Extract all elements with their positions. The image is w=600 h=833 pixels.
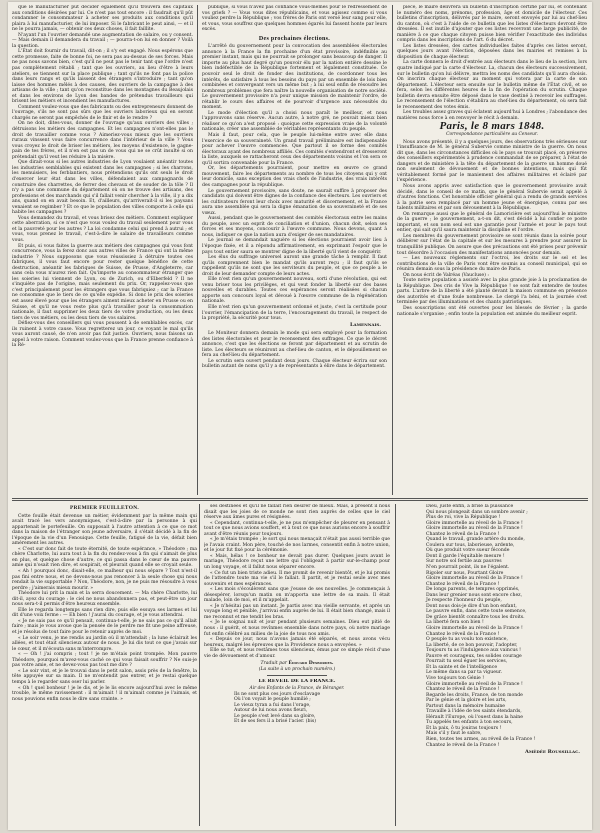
feuilleton-paragraph: « Depuis ce jour, nous n'avons jamais été séparés, et nous avons vécu heureux, malgré les épreuves que la Providence nous a envoyées. » <box>204 637 390 648</box>
poem-line: Par le génie et la gloire et les arts, <box>426 698 507 704</box>
poem-line: Ils ne sont plus ces jours d'esclavage <box>234 691 321 697</box>
poem-line: De grâce bientôt connaître tous les droits. <box>426 614 525 620</box>
feuilleton-paragraph: « Oh ! quel bonheur ! je le dis, et je le lis encore aujourd'hui avec le même trouble, le même ravissement : il m'aimait ! il m'aimait comme je l'aimais, et nous pouvions enfin nous le dire sans crainte. » <box>12 685 197 702</box>
feuilleton-paragraph: ses destinées et qu'il ne fallait rien désirer de mieux. Mais, à présent il nous disait que les joies de ce monde ne sont rien auprès de celles que le ciel réserve aux âmes pures et résignées. <box>204 504 390 521</box>
column-rule-top-2 <box>392 5 393 495</box>
poem-line: Chantez le réveil de la France ! <box>426 742 500 748</box>
feuilleton-paragraph: « Je ne sais pas ce qu'il pensait, continua-t-elle, je ne sais pas ce qu'il allait faire ; mais je vous avoue que la pensée de le perdre me fit une peine affreuse, et je résolus de tout faire pour le retenir auprès de moi. <box>12 618 197 636</box>
poem-line: Dont nous dois-je dire d'un bon enfant, <box>426 603 517 609</box>
article-paragraph: Les troubles assez graves qui éclatent aujourd'hui à Londres ; l'abondance des matières nous force à en renvoyer le récit à demain. <box>397 110 587 121</box>
poem-line: Sur notre sol fertile aux pauvres <box>426 559 502 565</box>
article-paragraph: On ne doit, dites-vous, donner de l'ouvrage qu'aux ouvriers des villes ; détruisons les métiers des campagnes. Et les campagnes n'ont-elles pas le droit de travailler comme vous ? Aimeriez-vous mieux que les ouvriers ruraux vinssent vous faire concurrence dans l'intérieur de la ville ? Vous vous croyez le droit de briser les métiers, les moyens d'existence, le gagne-pain de tes frères, et il n'en est pas un de vous qui ne se crût insulté si on prétendait qu'il veut les réduire à la misère. <box>12 121 193 160</box>
article-paragraph: Des souscriptions ont été ouvertes pour les blessés de février ; la garde nationale s'organise ; enfin toute la population est animée du meilleur esprit. <box>397 305 587 317</box>
feuilleton-paragraph: Elle se tut, et nous restâmes tous silencieux, émus par ce simple récit d'une vie de dévouement et d'amour. <box>204 648 390 659</box>
poem-line: Toujours tu as l'indulgence aux vaincus ! <box>426 648 522 654</box>
article-paragraph: L'arrêté du gouvernement pour la convocation des assemblées électorales annonce à la France la fin prochaine d'un état provisoire, indéfinible au premier instant, mais qui ne pourrait se prolonger sans beaucoup de danger. Il importe au plus haut degré qu'un pouvoir élu par la nation entière dessine le bien indéfectible de la République fortement et légalement constituée. Ce pouvoir seul le droit de fonder des institutions, de coordonner tous les intérêts, de satisfaire à tous les besoins du pays par un ensemble de lois bien combinées et convergeant vers un même but ; à lui seul enfin de résoudre les nombreux problèmes que fera naître la nouvelle organisation de notre société. Le gouvernement provisoire n'a pour unique mission de maintenir l'ordre, de rétablir le cours des affaires et de pourvoir d'urgence aux nécessités du moment. <box>202 44 387 111</box>
poem-line: La liberté, de ce bon pouvoir, l'adopter, <box>426 642 518 648</box>
poem-line: Je respecte l'honneur du peuple, <box>426 598 502 604</box>
section-divider <box>12 498 588 499</box>
poem-line: Le peuple s'est levé dans sa gloire, <box>234 713 316 719</box>
poem-line: Plus de roi, vive la République ! <box>426 515 501 521</box>
poem-line: Où que produit votre sueur féconde <box>426 548 510 554</box>
poem-line: Chantez le réveil de la France ! <box>426 531 500 537</box>
article-paragraph: La carte donnera le droit d'entrée aux électeurs dans le lieu de la section, lors quatre indiqué par la carte d'électeur. La, chacun des électeurs successivement, sur le bulletin qu'on lui délivre, mettra les noms des candidats qu'il aura choisis. On inscrira chaque électeur au moment qui votera par la carte de son département. L'électeur sera ensuite sur le bulletin même de l'État civil, et se fera, selon les différentes heures de la fin de l'opération du scrutin. Chaque bulletin devra ensuite être déposé dans le vase destiné à recevoir les suffrages. Le recensement de l'élection s'établira au chef-lieu du département, où sera fait le recensement des votes émis. <box>397 60 587 110</box>
poem-line: Chantez le réveil de la France ! <box>426 631 500 637</box>
feuilleton-paragraph: Elle le regarda longtemps sans rien dire, puis elle essuya ses larmes et lui dit d'une voix ferme : — Eh bien ! j'aurai du courage, et je vous attendrai. <box>12 607 197 619</box>
article-paragraph: pièce, le maire délivrera un bulletin d'inscription certifié par lui, et contenant le numéro des noms, prénoms, profession, âge et domicile de l'électeur. Ces bulletins d'inscription, délivrés par le maire, seront envoyés par lui au chef-lieu du canton, où c'est à l'aide de ce bulletin que les listes d'électeurs devront être dressées. Il est inutile d'ajouter que ces listes recevront une large publicité, de manière à ce que chaque citoyen puisse bien vérifier l'exactitude des individus compris dans les inscriptions de l'art. 6 du décret. <box>397 5 587 44</box>
poem-line: Gloire immortelle au réveil de la France ! <box>426 681 523 687</box>
article-paragraph: Le scrutin sera ouvert pendant deux jours. Chaque électeur écrira sur son bulletin autant de noms qu'il y a de représentants à élire dans le département. <box>202 358 387 370</box>
column-rule-top-1 <box>197 5 198 495</box>
feuilleton-paragraph: Cette fouille était devenue un métier, évidemment par la même main qui avait tracé les vers anonymiques, c'est-à-dire par la personne à qui appartenait le portefeuille. On supposait à l'autre attention à ce que ce mot dans la maison de l'étranger son jeune adversaire, il s'était décidé à la fin de l'époque de la vie d'un Fenouique. Cette feuille, fatigué de la vie, défait bien amèrement les autres. <box>12 513 197 547</box>
article-paragraph: On nous écrit de Valréas (Vaucluse) : <box>403 272 489 278</box>
article-paragraph: Et puis, si vous faites la guerre aux métiers des campagnes qui vous font concurrence, vous la ferez donc aux autres villes de France qui ont la même industrie ? Nous supposons que vous réussissiez à détruire toutes ces fabriques, il vous faut encore pour rester quelque bénéfice de cette destruction, anéantir les fabriques de Suisse, de Prusse, d'Angleterre, car sans cela vous n'aurez rien fait. Qu'importe au consommateur étranger que les soieries lui viennent de Lyon, ou de Zurich, ou d'Elberfeld ? Il ne s'inquiète pas de l'origine, mais seulement du prix. Or, rappelez-vous que c'est principalement pour les étrangers que vous fabriquiez ; car la France ne consomme que le tiers de ce qu'elle expédie. Si donc le prix des soieries est assez élevé pour que les étrangers aiment mieux acheter en Prusse ou en Suisse, et qu'il ne vous reste plus qu'à travailler pour la consommation nationale, il faut supprimer les deux tiers de votre production, ou les deux tiers de vos métiers, ou les deux tiers de vos salaires. <box>12 243 193 321</box>
poem-line: Chantez le réveil de la France ! <box>426 581 500 587</box>
feuilleton-paragraph: « Mais, hélas ! ce bonheur ne devait pas durer. Quelques jours avant le mariage, Théodore reçut une lettre qui l'obligeait à partir sur-le-champ pour un long voyage, et il fallut nous séparer encore. <box>204 553 390 571</box>
poem-line: Partout dans la mémoire humaine <box>426 703 506 709</box>
poem-line: Tu appelés tes enfants à ton secours, <box>426 720 513 726</box>
article-paragraph: Elle n'est rien qu'un gouvernement ordonné et juste, c'est la certitude pour l'ouvrier, l'émancipation de la terre, l'encouragement du travail, le respect de la propriété, la sécurité pour tous. <box>202 304 387 322</box>
poem-line: Dieu, juste enfin, a brisé la puissance <box>426 504 514 509</box>
poem-line: Rigoler sur nous, Pourtant Gloire <box>426 570 504 576</box>
continuation-note: (La suite à un prochain numéro.) <box>258 666 336 672</box>
poem-line: Gloire immortelle au réveil de la France ! <box>426 576 523 582</box>
article-paragraph: Le mode d'élection qu'il a choisi nous paraît le meilleur, et nous l'approuvons sans réserve. Aucun autre, à notre gré, ne pouvait mieux bien réaliser ce qu'on a'est proposé : quoique cette expression vraie de la volonté nationale, créer une assemblée de véritables représentants du peuple. <box>202 110 387 133</box>
article-paragraph: L'État doit fournir du travail, dit-on ; il s'y est engagé. Nous espérons que cette promesse, faite de bonne foi, ne sera pas au-dessus de ses forces. Mais ne pas nous savons bien, c'est qu'il ne peut pas le tenir tant que l'ordre n'est pas complètement rétabli ; tant que les ouvriers, au lieu d'être à leurs ateliers, se tiennent sur la place publique ; tant qu'ils ne font pas la police dans leurs rangs et qu'ils laissent des étrangers s'introduire ; tant qu'on laisse des hommes mêlés à des causes, des ouvriers de la campagne à des artisans de la ville ; tant qu'on reconstitue dans les montagnes du Beaujolais et dans les environs de Lyon des bandes de prétendus travailleurs qui brisent les métiers et incendient les manufactures. <box>12 49 193 105</box>
signature-lamennais: Lamennais. <box>349 321 381 328</box>
credit-name: Édouard Desbordes. <box>288 661 334 667</box>
article-paragraph: Le gouvernement provisoire, sans doute, ne saurait suffire à proposer des candidats qui doivent être dignes de la confiance des électeurs. Les ouvriers et les cultivateurs feront leur choix avec maturité et discernement, et la France aura une assemblée qui sera la digne émanation de sa souveraineté et de ses vœux. <box>202 188 387 216</box>
article-paragraph: Nous avons appris avec satisfaction que le gouvernement provisoire avait décidé, dans le conseil de ce matin, que le général Subervie serait appelé à d'autres fonctions. Cet honorable officier général qui a rendu de grands services à la patrie sera remplacé par un homme jeune et énergique, connu par ses talents militaires et par son dévouement à la République. <box>397 183 587 212</box>
poem-line: Qui nous plongeait dans un sombre avenir ; <box>426 509 528 515</box>
article-paragraph: On remarque aussi que le général de Lamoricière est aujourd'hui le ministre de la guerre ; le gouvernement, a-t-on dit, s'est décidé à lui confier ce poste important, et son nom seul est une garantie pour l'armée et pour le pays tout entier, qui sait qu'il saura maintenir la discipline et l'ordre. <box>397 211 587 234</box>
feuilleton-paragraph: « — Oh ! j'ai compris ; tout ! je ne m'étais point trompée. Mon pauvre Théodore, pourquoi m'avez-vous caché ce qui vous faisait souffrir ? Ne suis-je pas votre amie, et ne devez-vous pas tout me dire ? <box>12 652 197 669</box>
top-column-1 <box>12 5 193 495</box>
poem-line: Chantez le réveil de la France ! <box>426 687 500 693</box>
poem-line: Vive toujours ton Génie ! <box>426 675 485 681</box>
poem-line: Et la sainte et de l'intelligence <box>426 664 498 670</box>
article-paragraph: que le manufacturier pût décider également qu'il trouvera des capitaux aux conditions désirées par lui. Ce n'est pas tout encore : il faudrait qu'il pût condamner le consommateur à acheter ses produits aux conditions qu'il plaira à lui manufacturier, de lui imposer. Si le fabricant le peut ainsi, — et il ne le pourra jamais, — obtenir ces deux choses, il fait faillite. <box>12 5 193 33</box>
elections-heading: Des prochaines élections. <box>258 35 331 42</box>
article-paragraph: Vous demandez du travail, et vous brisez des métiers. Comment expliquer cette aberration, si ce n'est que vous voulez du travail seulement pour vous et la pauvreté pour les autres ? La loi condamne celui qui prend à autrui ; et vous, vous prenez le travail, c'est-à-dire le salaire de travailleurs comme vous. <box>12 215 193 243</box>
feuilleton-paragraph: « Je m'étais trompée ; le sort qui nous menaçait n'était pas aussi terrible que je l'avais craint. Mon père, touché de nos larmes, consentit enfin à notre union, et le jour fut fixé pour la cérémonie. <box>204 537 390 554</box>
article-paragraph: Les élus du suffrage universel auront une grande tâche à remplir. Il faut qu'ils comprennent bien le mandat qu'ils auront reçu ; il faut qu'ils se rappellent qu'ils ne sont que les serviteurs du peuple, et que ce peuple a le droit de leur demander compte de leurs actes. <box>202 255 387 277</box>
article-paragraph: Toute notre population a assisté avec la plus grande joie à la proclamation de la République. Des cris de Vive la République ! se sont fait entendre de toutes parts. L'arbre de la liberté a été planté devant la maison commune en présence des autorités et d'une foule nombreuse. Le clergé l'a béni, et la journée s'est terminée par des illuminations et des chants patriotiques. <box>397 278 587 306</box>
article-paragraph: Le Moniteur donnera demain le mode qui sera employé pour la formation des listes électorales et pour le recensement des suffrages. Ce que le décret annonce, c'est que les élections se feront par département et au scrutin de liste. Les électeurs se réuniront au chef-lieu de canton, et le dépouillement se fera au chef-lieu du département. <box>202 331 387 359</box>
article-paragraph: Le journal se demandait naguère si les élections pourraient avoir lieu à l'époque fixée, et il a répondu affirmativement, en exprimant l'espoir que le pays tout entier saura se montrer digne de la liberté qu'il vient de conquérir. <box>202 238 387 255</box>
poem-line: Et de ses fers il a brisé l'acier. (bis) <box>234 719 317 725</box>
poem-line: Pourrait tu seul éguer les services, <box>426 659 508 665</box>
poem-line: La liberté fera son bien ! <box>426 620 484 626</box>
feuilleton-paragraph: « C'est sur donc fait de toute éternité, de toute espérance, » Théodore ; ma chère Charlotte, lui aura tout à la fin du rendez-vous à fin qui s'aimait de plus en plus, et quelque chose d'autre, ce qui passa dans le cœur de ma pauvre amie qui n'osait rien dire, et soupirait, et pleurait quand elle se croyait seule. <box>12 546 197 569</box>
poem-line: Travaille à l'idée de tes saints étendards, <box>426 709 522 715</box>
poem-line: Le vieux tyran a fui dans l'orage, <box>234 702 311 708</box>
article-paragraph: Mais il faut, pour cela, que le peuple lui-même entre avec elle dans l'exercice de sa souveraineté. Un grand travail préliminaire est indispensable pour achever l'œuvre commencée. Que partout il se forme des comités électoraux ayant des nombreux affiliés. Ces comités s'entendront et dresseront la liste, auxquels se rattacheront ceux des départements voisins et l'on sera ce qu'il sortira convenable pour la France. <box>202 133 387 166</box>
article-paragraph: publique, si vous n'avez pas confiance vous-mêmes pour le redressement de vos griefs ? — Vous vous dites républicains, et vous agissez comme si vous vouliez perdre la République ; vos frères de Paris ont versé leur sang pour elle, et vous, vous souffrez que quelques hommes égarés lui fassent honte par leurs excès. <box>202 5 387 33</box>
poem-line: Autour de lui nous avons fleuri, <box>234 708 308 714</box>
dateline-subtitle: Correspondance particulière au Censeur. <box>446 132 538 138</box>
poem-line: Où l'on voyait le peuple humilié ; <box>234 697 311 703</box>
article-paragraph: Elle n'est rien qu'un gouvernement nouveau, sorti d'une révolution, qui est venu briser tous les privilèges, et qui veut fonder la liberté sur des bases nouvelles et durables. Toutes ces espérances seront réalisées si chacun apporte son concours loyal et dévoué à l'œuvre commune de la régénération nationale. <box>202 277 387 305</box>
poem-line: N'en pourrait point, ils ne l'égalent. <box>426 565 510 571</box>
poem-line: Quand le travail, grande artère du monde, <box>426 537 525 543</box>
poem-line: Pauvre et courageux, tes solides courage <box>426 653 522 659</box>
poem-subtitle: Air des Enfants de la France, de Béranger. <box>249 685 345 691</box>
poem-line: Hérault l'Europe, où l'ouest dans la haine <box>426 714 523 720</box>
feuilleton-paragraph: « Ce fut un bien triste adieu. Il me promit de revenir bientôt, et je lui promis de l'attendre toute ma vie s'il le fallait. Il partit, et je restai seule avec mes souvenirs et mes espérances. <box>204 570 390 587</box>
feuilleton-column-2 <box>204 504 390 826</box>
poem-signature: Amédée Roussillac. <box>524 749 580 756</box>
column-rule-bottom-2 <box>395 504 396 826</box>
feuilleton-paragraph: « Les mois s'écoulèrent sans que j'eusse de ses nouvelles. Je commençais à désespérer, lorsqu'un matin on m'apporta une lettre de sa main. Il était malade, loin de moi, et il m'appelait. <box>204 587 390 604</box>
poem-line: Dans leur grenier nous sont encore chez, <box>426 592 523 598</box>
section-divider-2 <box>12 500 588 501</box>
poem-title: LE RÉVEIL DE LA FRANCE. <box>258 679 336 685</box>
article-paragraph: Aussi, pendant que le gouvernement des comités électoraux entre les mains du peuple, avec un esprit de conciliation et d'union, chacun doit, selon ses forces et ses moyens, concourir à l'œuvre commune. Nous devons, quant à nous, indiquer ce que la nation aura d'exiger de ses mandataires. <box>202 216 387 238</box>
poem-line: Le même dans sa par ta vigueur. <box>426 670 503 676</box>
poem-block-1 <box>204 679 390 724</box>
feuilleton-paragraph: « Le soir vint, et je le trouvai dans le petit salon, assis près de la fenêtre, la tête appuyée sur sa main. Il ne m'entendit pas entrer, et je restai quelque temps à le regarder sans oser lui parler. <box>12 668 197 685</box>
poem-line: Coulera sur tous, laborieuse, ardente, <box>426 542 515 548</box>
article-paragraph: — Les nouveaux règlements sur l'octroi, les droits sur le sel et les contributions de la ville de Paris vont être soumis au conseil municipal, qui se réunira demain sous la présidence du maire de Paris. <box>397 256 587 273</box>
article-paragraph: Les listes dressées, des cartes individuelles faites d'après ces listes seront, quelques jours avant l'élection, déposées dans les mairies et remises à la disposition de chaque électeur. <box>397 43 587 60</box>
poem-column-3 <box>400 504 586 826</box>
article-paragraph: Les membres du gouvernement provisoire se sont réunis dans la soirée pour délibérer sur l'état de la capitale et sur les mesures à prendre pour assurer la tranquillité publique. On assure que des précautions ont été prises pour prévenir tout désordre à l'occasion des manifestations annoncées pour demain. <box>397 233 587 256</box>
poem-line: Et la paix, ô tu jouiras toujours ! <box>426 725 502 731</box>
feuilleton-paragraph: « Ah ! pourquoi donc, disait-elle, ce malheur qui nous sépare ? Tout n'est-il pas fini entre nous, et ne devons-nous pas renoncer à la seule chose qui nous rendait la vie supportable ? Non, Théodore, non, je ne puis me résoudre à vous perdre ; j'aimerais mieux mourir. » <box>12 569 197 591</box>
feuilleton-paragraph: « Je n'hésitai pas un instant. Je partis avec ma vieille servante, et après un voyage long et pénible, j'arrivai enfin auprès de lui. Il était bien changé, mais il me reconnut et me tendit les bras. <box>204 603 390 620</box>
article-paragraph: Comment voulez-vous que des fabricants ou des entrepreneurs donnent de l'ouvrage, s'ils ne sont pas sûrs que les ouvriers laborieux qui en seront chargés ne seront pas empêchés de le finir et de le rendre ? <box>12 104 193 121</box>
top-column-2 <box>202 5 387 495</box>
poem-divider <box>267 675 327 676</box>
article-paragraph: Nous avons présenté, il y a quelques jours, des observations très sérieuses sur l'insuffisance de M. le général Subervie comme ministre de la guerre. On nous dit que, dans les circonstances difficiles où le pays se trouvait placé, on préserve des conseillers expérimentés à prudence commandait de se préparer, à l'état de dangers et de ministère à la tête du département de la guerre un homme doué non seulement de dévouement et de bonnes intentions, mais qui fût véritablement formé par le maniement des affaires militaires et éclairé par l'expérience. <box>397 139 587 184</box>
newspaper-page <box>8 2 592 830</box>
feuilleton-paragraph: « Cependant, continua-t-elle, je ne pus m'empêcher de pleurer en pensant à tout ce que nous avions souffert, et à tout ce que nous aurions encore à souffrir avant d'être réunis pour toujours. <box>204 520 390 537</box>
article-paragraph: Or, les départements pourraient, pour mettre en œuvre ce grand mouvement, faire les départements au nombre de tous les citoyens qui y ont leur domicile, sans exception des vrais chefs de l'industrie, des vrais intérêts des campagnes pour la république. <box>202 166 387 188</box>
credit-label: Traduit par <box>260 661 288 667</box>
column-rule-bottom-1 <box>199 504 200 826</box>
dateline-heading: Paris, le 8 mars 1848. <box>439 120 545 133</box>
feuilleton-paragraph: « Le soir venu, je me rendis au jardin où il m'attendait ; la lune éclairait les allées, et tout était silencieux autour de nous. Je lui dis tout ce que j'avais sur le cœur, et il m'écouta sans m'interrompre. <box>12 635 197 652</box>
feuilleton-paragraph: « Je le soignai nuit et jour pendant plusieurs semaines. Dieu eut pitié de nous : il guérit, et nous revînmes ensemble dans notre pays, où notre mariage fut enfin célébré au milieu de la joie de tous nos amis. <box>204 620 390 637</box>
poem-line: De longs parents, de tempres opprimés, <box>426 587 520 593</box>
article-paragraph: N'ayant l'un l'ouvrier demandé une augmentation de salaire, ou y consent. — Mais demain il demandera du travail ; — pourra-t-on lui en donner ? Voilà la question. <box>12 32 193 49</box>
feuilleton-title: PREMIER FEUILLETON. <box>69 505 140 511</box>
feuilleton-paragraph: Théodore lui prit la main et la serra doucement. — Ma chère Charlotte, lui dit-il, ayez du courage : le ciel ne nous abandonnera pas, et peut-être un jour nous sera-t-il permis d'être heureux ensemble. <box>12 591 197 608</box>
article-paragraph: Que dirait-vous si les autres industries de Lyon voulaient anéantir toutes les industries semblables qui existent dans les campagnes ; si les charrons, les menuisiers, les ferblantiers, nous prétendions qu'ils ont seuls le droit d'exercer leur état dans les villes, défendaient aux campagnards de construire des charrettes, de ferrer des chevaux et de souder de la tôle ? Il n'y a pas une commune du département où on ne trouve des artisans, des professions et des marchands qui s'il fallait venir chercher à la ville, il y a dix ans, quand on en avait besoin. Et, d'ailleurs, qu'arriverait-il si les paysans venaient se regimber ? Et ce que le population des villes comporte à celle qui habite les campagnes ? <box>12 160 193 216</box>
poem-line: Le pauvre enfin, dans cette toute semence, <box>426 609 527 615</box>
poem-line: Gloire immortelle au réveil de la France ! <box>426 626 523 632</box>
feuilleton-column-1 <box>12 504 197 826</box>
article-paragraph: Défiez-vous des conseillers qui vous poussent à de semblables excès, car ils ruinent à votre cause. Vous regretterez un jour, ce voyant le mal qu'ils vous auront causé, de n'en avoir pas fait justice. Ouvriers, nous faisons un appel à votre raison. Comment voulez-vous que la France prenne confiance à la Ré- <box>12 321 193 349</box>
poem-line: Regarde les droits, France, de ton monde <box>426 692 523 698</box>
poem-line: Rien, toutes tes armes, au réveil de la France ! <box>426 736 536 742</box>
poem-line: O peuple tu as voulu ton existence, <box>426 637 508 643</box>
poem-line: Dont il garde l'équitable mesure ! <box>426 553 505 559</box>
poem-line: Gloire immortelle au réveil de la France ! <box>426 526 523 532</box>
poem-line: Gloire immortelle au réveil de la France ! <box>426 520 523 526</box>
poem-line: Mais s'il y faut le sabre, <box>426 731 482 737</box>
top-column-3 <box>397 5 587 495</box>
